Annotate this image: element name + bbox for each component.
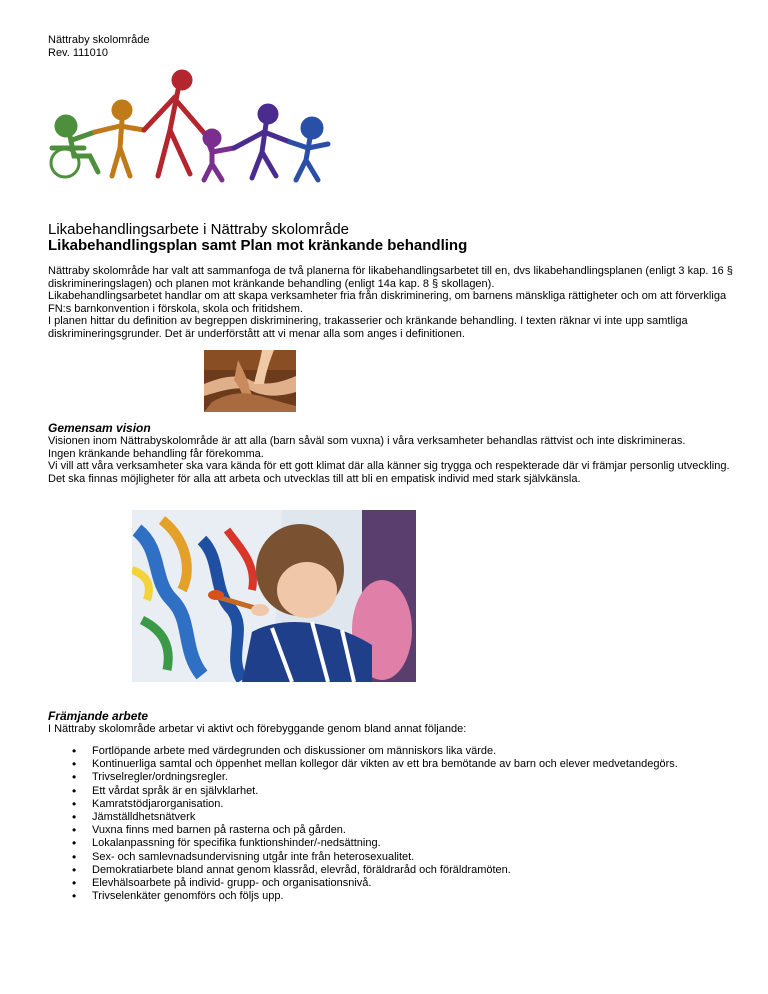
revision: Rev. 111010 xyxy=(48,46,108,59)
page-subtitle: Likabehandlingsplan samt Plan mot kränkande behandling xyxy=(48,237,468,254)
intro-paragraph: Nättraby skolområde har valt att sammanfoga de två planerna för likabehandlingsarbetet till en, dvs likabehandlingsplanen (enligt 3 kap. 16 § diskrimineringslagen) och planen mot kränkande behandling (enligt 14a kap. 8 § skollagen). xyxy=(48,265,733,290)
list-item: • Kontinuerliga samtal och öppenhet mellan kollegor där vikten av ett bra bemötande av barn och elever medvetandegörs. xyxy=(72,758,678,771)
page-title: Likabehandlingsarbete i Nättraby skolområde xyxy=(48,221,350,238)
list-item: • Vuxna finns med barnen på rasterna och på gården. xyxy=(72,824,678,837)
joined-hands-photo xyxy=(204,350,296,412)
promoting-heading: Främjande arbete xyxy=(48,709,149,723)
list-item: • Trivselregler/ordningsregler. xyxy=(72,771,678,784)
list-item: • Trivselenkäter genomförs och följs upp. xyxy=(72,890,678,903)
list-item: • Fortlöpande arbete med värdegrunden och diskussioner om människors lika värde. xyxy=(72,745,678,758)
org-name: Nättraby skolområde xyxy=(48,34,150,46)
vision-text xyxy=(48,435,748,485)
list-item: • Lokalanpassning för specifika funktionshinder/-nedsättning. xyxy=(72,837,678,850)
intro-paragraph: Likabehandlingsarbetet handlar om att skapa verksamheter fria från diskriminering, om barnens mänskliga rättigheter och om att förverkliga FN:s barnkonvention i förskola, skola och fritidshem. xyxy=(48,290,727,315)
children-logo-illustration xyxy=(40,68,340,188)
list-item: • Sex- och samlevnadsundervisning utgår inte från heterosexualitet. xyxy=(72,851,678,864)
list-item: • Ett vårdat språk är en självklarhet. xyxy=(72,785,678,798)
vision-heading: Gemensam vision xyxy=(48,421,151,435)
header xyxy=(48,34,150,59)
list-item: • Demokratiarbete bland annat genom klassråd, elevråd, föräldraråd och föräldramöten. xyxy=(72,864,678,877)
vision-paragraph: Ingen kränkande behandling får förekomma. xyxy=(48,447,264,460)
vision-paragraph: Visionen inom Nättrabyskolområde är att alla (barn såväl som vuxna) i våra verksamheter behandlas rättvist och inte diskrimineras. xyxy=(48,435,686,447)
list-item: • Elevhälsoarbete på individ- grupp- och organisationsnivå. xyxy=(72,877,678,890)
promoting-lead: I Nättraby skolområde arbetar vi aktivt och förebyggande genom bland annat följande: xyxy=(48,723,467,735)
promoting-list xyxy=(72,745,678,903)
vision-paragraph: Vi vill att våra verksamheter ska vara kända för ett gott klimat där alla känner sig trygga och respekterade där vi främjar personlig utveckling. Det ska finnas möjligheter för alla att arbeta och utvecklas till att bli en empatisk individ med stark självkänsla. xyxy=(48,460,730,485)
list-item: • Kamratstödjarorganisation. xyxy=(72,798,678,811)
intro-text xyxy=(48,265,738,340)
child-painting-photo xyxy=(132,510,416,682)
list-item: • Jämställdhetsnätverk xyxy=(72,811,678,824)
intro-paragraph: I planen hittar du definition av begreppen diskriminering, trakasserier och kränkande behandling. I texten räknar vi inte upp samtliga diskrimineringsgrunder. Det är underförstått att vi menar alla som anges i definitionen. xyxy=(48,315,688,340)
